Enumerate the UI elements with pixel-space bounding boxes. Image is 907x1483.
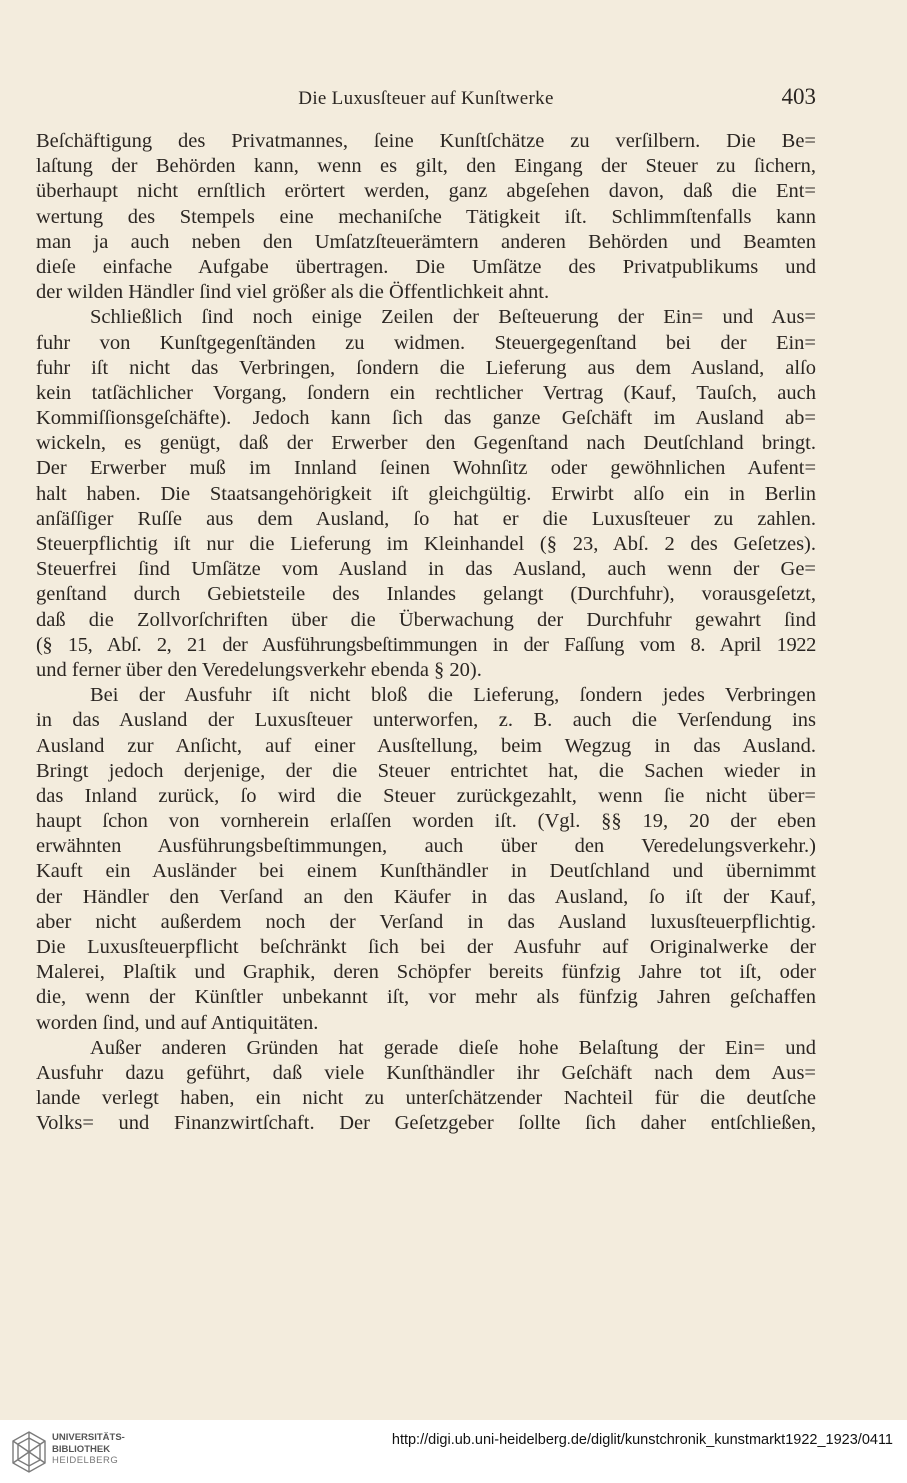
page-header — [36, 84, 816, 114]
text-line: und ferner über den Veredelungsverkehr ebenda § 20). — [36, 658, 482, 681]
text-line: Schließlich ſind noch einige Zeilen der Beſteuerung der Ein= und Aus= — [90, 306, 816, 329]
text-line: lande verlegt haben, ein nicht zu unterſchätzender Nachteil für die deutſche — [36, 1087, 816, 1110]
text-line: Kommiſſionsgeſchäfte). Jedoch kann ſich das ganze Geſchäft im Ausland ab= — [36, 407, 816, 430]
logo-line-1: UNIVERSITÄTS- — [52, 1432, 125, 1443]
page-number: 403 — [781, 84, 816, 109]
footer-bar — [0, 1420, 907, 1483]
text-line: (§ 15, Abſ. 2, 21 der Ausführungsbeſtimmungen in der Faſſung vom 8. April 1922 — [36, 633, 816, 656]
text-line: dieſe einfache Aufgabe übertragen. Die Umſätze des Privatpublikums und — [36, 255, 816, 278]
text-line: Bringt jedoch derjenige, der die Steuer entrichtet hat, die Sachen wieder in — [36, 759, 816, 782]
text-line: halt haben. Die Staatsangehörigkeit iſt gleichgültig. Erwirbt alſo ein in Berlin — [36, 482, 816, 505]
text-line: Steuerpflichtig iſt nur die Lieferung im Kleinhandel (§ 23, Abſ. 2 des Geſetzes). — [36, 533, 816, 555]
text-line: Beſchäftigung des Privatmannes, ſeine Kunſtſchätze zu verſilbern. Die Be= — [36, 130, 816, 152]
logo-line-3: HEIDELBERG — [52, 1455, 119, 1466]
text-line: wickeln, es genügt, daß der Erwerber den Gegenſtand nach Deutſchland bringt. — [36, 432, 816, 455]
text-line: das Inland zurück, ſo wird die Steuer zurückgezahlt, wenn ſie nicht über= — [36, 784, 816, 807]
text-line: überhaupt nicht ernſtlich erörtert werden, ganz abgeſehen davon, daß die Ent= — [36, 180, 816, 203]
logo-line-2: BIBLIOTHEK — [52, 1443, 111, 1455]
text-line: aber nicht außerdem noch der Verſand in das Ausland luxusſteuerpflichtig. — [36, 910, 816, 933]
text-line: der Händler den Verſand an den Käufer in das Ausland, ſo iſt der Kauf, — [36, 885, 816, 908]
text-line: erwähnten Ausführungsbeſtimmungen, auch über den Veredelungsverkehr.) — [36, 835, 816, 858]
text-line: worden ſind, und auf Antiquitäten. — [36, 1011, 319, 1034]
text-line: Malerei, Plaſtik und Graphik, deren Schöpfer bereits fünfzig Jahre tot iſt, oder — [36, 961, 816, 984]
text-line: anſäſſiger Ruſſe aus dem Ausland, ſo hat er die Luxusſteuer zu zahlen. — [36, 507, 816, 530]
text-line: Kauft ein Ausländer bei einem Kunſthändler in Deutſchland und übernimmt — [36, 860, 816, 883]
text-line: Bei der Ausfuhr iſt nicht bloß die Lieferung, ſondern jedes Verbringen — [90, 684, 816, 707]
text-line: Außer anderen Gründen hat gerade dieſe hohe Belaſtung der Ein= und — [90, 1036, 816, 1059]
text-line: laſtung der Behörden kann, wenn es gilt, den Eingang der Steuer zu ſichern, — [36, 155, 816, 178]
library-logo-text — [52, 1432, 125, 1467]
text-line: haupt ſchon von vornherein erlaſſen worden iſt. (Vgl. §§ 19, 20 der eben — [36, 810, 816, 833]
text-line: Volks= und Finanzwirtſchaft. Der Geſetzgeber ſollte ſich daher entſchließen, — [36, 1112, 816, 1135]
text-line: Ausfuhr dazu geführt, daß viele Kunſthändler ihr Geſchäft nach dem Aus= — [36, 1061, 816, 1084]
text-line: fuhr von Kunſtgegenſtänden zu widmen. Steuergegenſtand bei der Ein= — [36, 331, 816, 354]
text-line: daß die Zollvorſchriften über die Überwachung der Durchfuhr gewahrt ſind — [36, 608, 816, 631]
text-line: man ja auch neben den Umſatzſteuerämtern anderen Behörden und Beamten — [36, 230, 816, 253]
text-line: kein tatſächlicher Vorgang, ſondern ein rechtlicher Vertrag (Kauf, Tauſch, auch — [36, 381, 816, 404]
source-url-link[interactable]: http://digi.ub.uni-heidelberg.de/diglit/kunstchronik_kunstmarkt1922_1923/0411 — [391, 1432, 893, 1448]
text-line: Steuerfrei ſind Umſätze vom Ausland in das Ausland, auch wenn der Ge= — [36, 558, 816, 581]
text-line: fuhr iſt nicht das Verbringen, ſondern die Lieferung aus dem Ausland, alſo — [36, 356, 816, 379]
text-line: Ausland zur Anſicht, auf einer Ausſtellung, beim Wegzug in das Ausland. — [36, 734, 816, 757]
text-line: wertung des Stempels eine mechaniſche Tätigkeit iſt. Schlimmſtenfalls kann — [36, 205, 816, 228]
text-line: Die Luxusſteuerpflicht beſchränkt ſich bei der Ausfuhr auf Originalwerke der — [36, 936, 816, 958]
body-text — [36, 129, 816, 1137]
text-line: die, wenn der Künſtler unbekannt iſt, vor mehr als fünfzig Jahren geſchaffen — [36, 986, 816, 1009]
text-line: genſtand durch Gebietsteile des Inlandes gelangt (Durchfuhr), vorausgeſetzt, — [36, 583, 816, 606]
text-line: in das Ausland der Luxusſteuer unterworfen, z. B. auch die Verſendung ins — [36, 709, 816, 732]
text-line: der wilden Händler ſind viel größer als die Öffentlichkeit ahnt. — [36, 281, 550, 304]
running-title: Die Luxusſteuer auf Kunſtwerke — [298, 88, 554, 109]
university-library-logo-icon — [9, 1429, 49, 1475]
text-line: Der Erwerber muß im Innland ſeinen Wohnſitz oder gewöhnlichen Aufent= — [36, 457, 816, 480]
